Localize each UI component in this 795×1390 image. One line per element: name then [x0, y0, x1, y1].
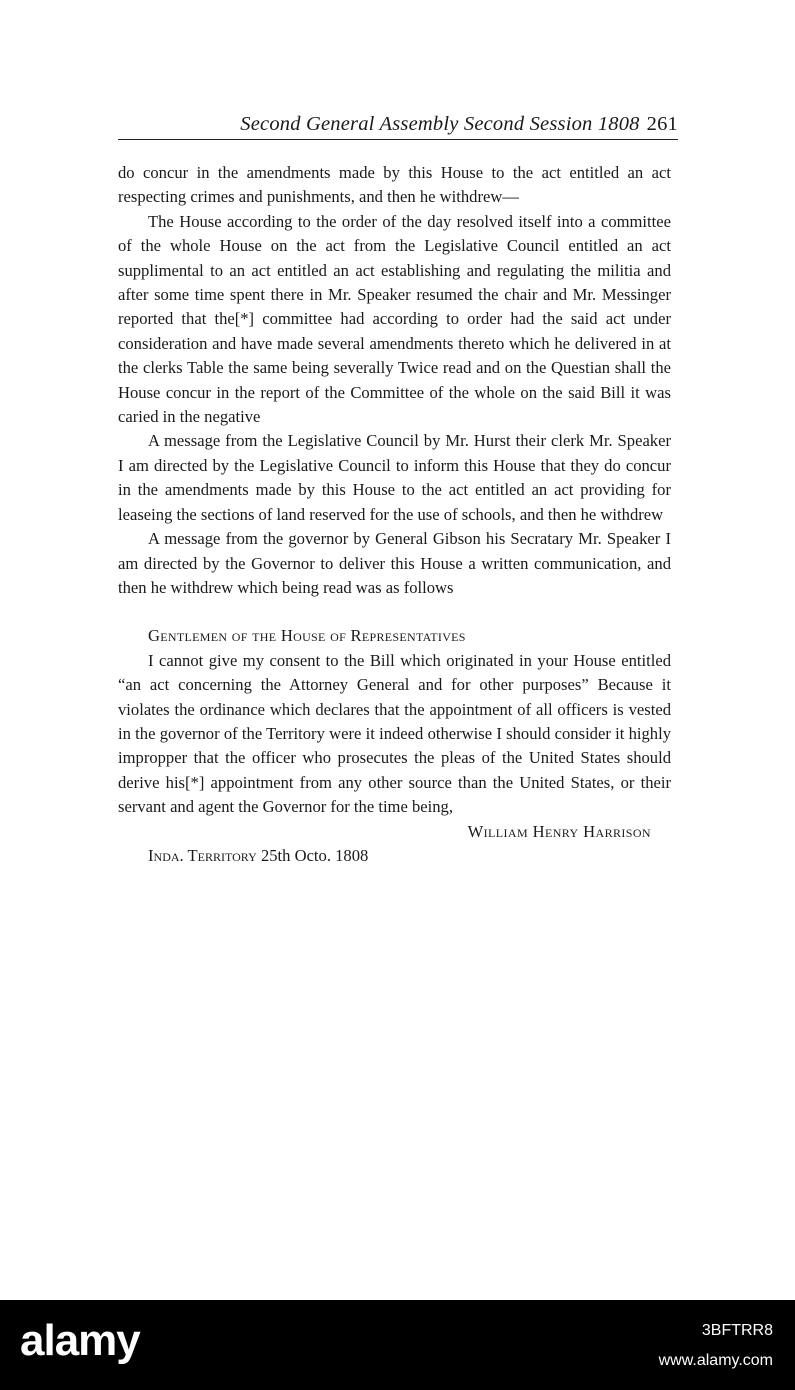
paragraph-veto-letter: I cannot give my consent to the Bill which originated in your House entitled “an act concerning the Attorney General and for other purposes” Because it violates the ordinance which declares that the appointment of all officers is vested in the governor of the Territory were it indeed otherwise I should consider it highly impropper that the officer who prosecutes the pleas of the United States should derive his[*] appointment from any other source than the United States, or their servant and agent the Governor for the time being,: [118, 650, 671, 817]
dateline-date: 25th Octo. 1808: [260, 845, 369, 865]
paragraph-governor-message: A message from the governor by General Gibson his Secratary Mr. Speaker I am directed by the Governor to deliver this House a written communication, and then he withdrew which being read was as follows: [118, 529, 671, 597]
watermark-footer: [0, 1300, 795, 1390]
body-text: [118, 161, 671, 868]
image-id: 3BFTRR8: [701, 1322, 773, 1339]
letter-signature: William Henry Harrison: [467, 821, 651, 841]
alamy-logo: alamy: [20, 1316, 140, 1365]
letter-salutation: Gentlemen of the House of Representatives: [148, 626, 466, 646]
site-url: www.alamy.com: [658, 1352, 773, 1369]
letter-dateline: [118, 844, 671, 868]
paragraph-committee-report: The House according to the order of the day resolved itself into a committee of the whole House on the act from the Legislative Council entitled an act supplimental to an act entitled an act establishing and regulating the militia and after some time spent there in Mr. Speaker resumed the chair and Mr. Messinger reported that the[*] committee had according to order had the said act under consideration and have made several amendments thereto which he delivered in at the clerks Table the same being severally Twice read and on the Questian shall the House concur in the report of the Committee of the whole on the said Bill it was caried in the negative: [118, 211, 671, 427]
running-head: [118, 110, 678, 140]
paragraph-continuation: do concur in the amendments made by this House to the act entitled an act respecting crimes and punishments, and then he withdrew—: [118, 163, 671, 207]
running-head-title: Second General Assembly Second Session 1808: [240, 113, 640, 135]
dateline-place: Inda. Territory: [148, 845, 257, 865]
page-number: 261: [646, 113, 678, 135]
paragraph-council-message: A message from the Legislative Council by Mr. Hurst their clerk Mr. Speaker I am directed by the Legislative Council to inform this House that they do concur in the amendments made by this House to the act entitled an act providing for leaseing the sections of land reserved for the use of schools, and then he withdrew: [118, 431, 671, 524]
